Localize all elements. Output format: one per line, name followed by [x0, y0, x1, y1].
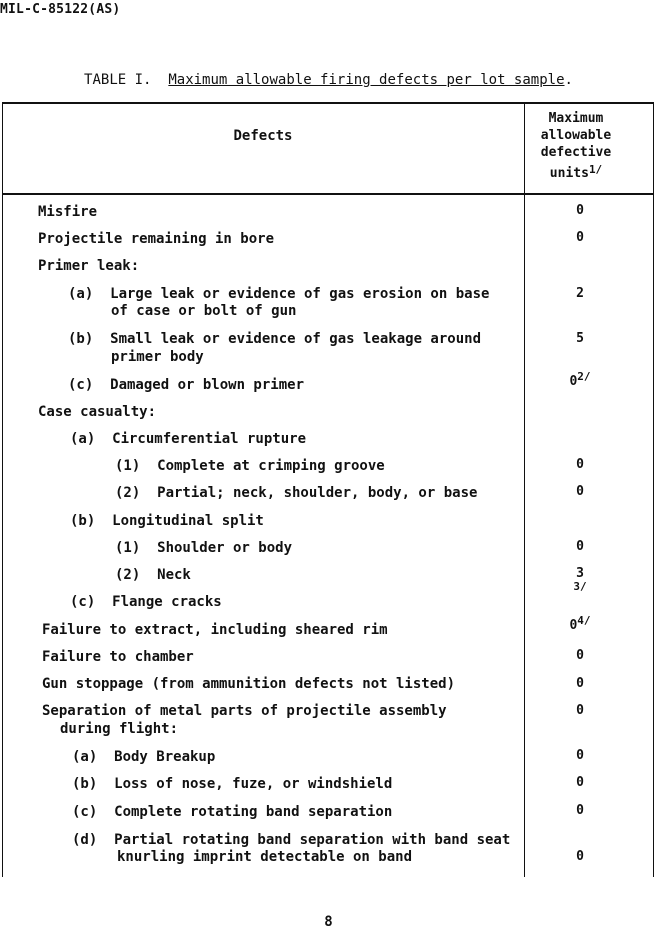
document-id: MIL-C-85122(AS): [0, 2, 121, 17]
value-body-breakup: 0: [576, 748, 584, 763]
row-case-casualty: Case casualty:: [38, 404, 157, 420]
header-max-units: units: [549, 166, 589, 181]
value-complete-band: 0: [576, 803, 584, 818]
row-partial-band-cont: knurling imprint detectable on band: [117, 849, 413, 865]
header-max-line-4: [525, 161, 627, 182]
row-flange-cracks: (c) Flange cracks: [70, 594, 222, 610]
value-separation: 0: [576, 703, 584, 718]
row-partial-neck: (2) Partial; neck, shoulder, body, or base: [115, 485, 478, 501]
header-max-line-3: defective: [540, 145, 612, 160]
table-caption: Maximum allowable firing defects per lot sample: [168, 72, 565, 88]
row-projectile-in-bore: Projectile remaining in bore: [38, 231, 275, 247]
value-failure-chamber: 0: [576, 648, 584, 663]
value-blown-primer-number: 0: [569, 374, 578, 389]
row-longitudinal-split: (b) Longitudinal split: [70, 513, 264, 529]
row-large-leak: (a) Large leak or evidence of gas erosion on base: [68, 286, 490, 302]
row-blown-primer: (c) Damaged or blown primer: [68, 377, 305, 393]
value-large-leak: 2: [576, 286, 584, 301]
row-shoulder-body: (1) Shoulder or body: [115, 540, 293, 556]
footnote-ref-4: 4/: [577, 614, 591, 627]
header-max-line-1: Maximum: [548, 111, 604, 126]
row-small-leak: (b) Small leak or evidence of gas leakage around: [68, 331, 482, 347]
value-projectile-in-bore: 0: [576, 230, 584, 245]
row-primer-leak: Primer leak:: [38, 258, 140, 274]
value-neck: 3: [576, 566, 584, 581]
footnote-ref-2: 2/: [577, 370, 591, 383]
value-flange-cracks: [560, 580, 600, 599]
row-gun-stoppage: Gun stoppage (from ammunition defects not listed): [42, 676, 456, 692]
value-blown-primer: [560, 370, 600, 389]
value-misfire: 0: [576, 203, 584, 218]
column-divider: [524, 102, 525, 877]
row-partial-band: (d) Partial rotating band separation with band seat: [72, 832, 511, 848]
value-complete-crimping: 0: [576, 457, 584, 472]
row-complete-band: (c) Complete rotating band separation: [72, 804, 393, 820]
value-loss-of-nose: 0: [576, 775, 584, 790]
row-failure-extract: Failure to extract, including sheared rim: [42, 622, 388, 638]
table-top-border: [2, 102, 654, 104]
footnote-ref-1: 1/: [588, 163, 603, 176]
header-max-line-2: allowable: [540, 128, 612, 143]
value-failure-extract-number: 0: [569, 618, 578, 633]
table-label: TABLE I.: [84, 72, 152, 88]
value-shoulder-body: 0: [576, 539, 584, 554]
row-loss-of-nose: (b) Loss of nose, fuze, or windshield: [72, 776, 393, 792]
value-partial-neck: 0: [576, 484, 584, 499]
value-partial-band: 0: [576, 849, 584, 864]
table-period: .: [564, 72, 573, 88]
header-max-allowable: [525, 110, 627, 182]
page-number: 8: [324, 914, 333, 930]
header-defects: Defects: [233, 128, 293, 144]
table-title: [0, 72, 657, 88]
value-failure-extract: [560, 614, 600, 633]
row-failure-chamber: Failure to chamber: [42, 649, 194, 665]
row-body-breakup: (a) Body Breakup: [72, 749, 216, 765]
table-left-border: [2, 102, 3, 877]
footnote-ref-3: 3/: [573, 580, 587, 593]
row-neck: (2) Neck: [115, 567, 191, 583]
row-small-leak-cont: primer body: [111, 349, 204, 365]
row-circumferential-rupture: (a) Circumferential rupture: [70, 431, 307, 447]
row-separation-cont: during flight:: [60, 721, 179, 737]
header-bottom-border: [2, 193, 654, 195]
row-misfire: Misfire: [38, 204, 98, 220]
row-separation: Separation of metal parts of projectile assembly: [42, 703, 447, 719]
value-gun-stoppage: 0: [576, 676, 584, 691]
row-complete-crimping: (1) Complete at crimping groove: [115, 458, 385, 474]
table-right-border: [653, 102, 654, 877]
value-small-leak: 5: [576, 331, 584, 346]
row-large-leak-cont: of case or bolt of gun: [111, 303, 297, 319]
